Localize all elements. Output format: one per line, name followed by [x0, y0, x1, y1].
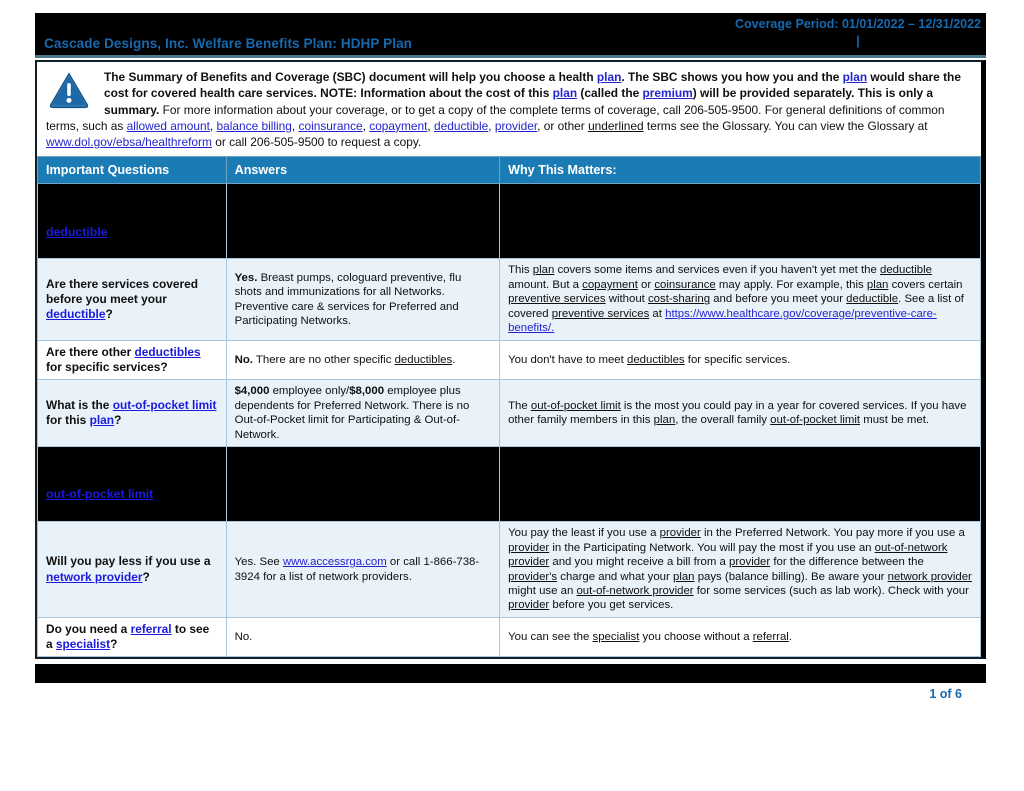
why-cell	[500, 184, 981, 259]
text-run: No.	[234, 353, 253, 366]
answers-cell-content	[235, 353, 491, 367]
table-row	[38, 259, 981, 340]
table-header	[38, 157, 981, 184]
text-run: out-of-pocket limit	[770, 414, 861, 427]
text-run: provider's	[508, 570, 558, 583]
question-cell	[38, 617, 227, 656]
text-run: and you might receive a bill from a	[549, 556, 730, 569]
text-run: covers certain	[888, 278, 963, 291]
column-header-why-this-matters: Why This Matters:	[500, 157, 981, 184]
text-run: specialist	[592, 630, 640, 643]
plan-title: Cascade Designs, Inc. Welfare Benefits Plan: HDHP Plan	[44, 36, 413, 51]
term-link[interactable]: balance billing	[216, 118, 292, 133]
question-cell-content	[46, 225, 218, 241]
text-run: preventive services	[508, 293, 606, 306]
question-cell-content	[46, 487, 218, 503]
text-run: might use an	[508, 585, 577, 597]
text-run: The	[508, 399, 531, 412]
table-row	[38, 522, 981, 618]
question-cell-content	[46, 398, 218, 428]
text-run: for this	[46, 413, 90, 428]
term-link[interactable]: out-of-pocket limit	[46, 487, 154, 502]
answers-cell	[226, 522, 499, 618]
table-row	[38, 447, 981, 522]
question-cell	[38, 380, 227, 447]
text-run: You pay the least if you use a	[508, 527, 660, 540]
term-link[interactable]: provider	[494, 118, 538, 133]
text-run: in the Participating Network. You will pay the most if you use an	[549, 541, 875, 554]
why-cell	[500, 380, 981, 447]
text-run: deductibles	[626, 353, 685, 366]
term-link[interactable]: copayment	[369, 118, 428, 133]
text-run: amount. But a	[508, 278, 583, 291]
answers-cell	[226, 259, 499, 340]
text-run: , the overall family	[675, 414, 771, 427]
term-link[interactable]: allowed amount	[126, 118, 210, 133]
text-run: must be met.	[860, 414, 930, 427]
text-run: . The SBC shows you how you and the	[621, 70, 843, 84]
term-link[interactable]: plan	[552, 86, 578, 101]
answers-cell-content	[235, 630, 491, 644]
text-run: This is only a summary.	[104, 86, 934, 117]
term-link[interactable]: plan	[596, 70, 622, 84]
text-run: or call 206-505-9500 to request a copy.	[211, 135, 422, 150]
question-cell	[38, 184, 227, 259]
text-run: for specific services.	[684, 353, 791, 366]
text-run: Will you pay less if you use a	[46, 554, 211, 569]
answers-cell-content	[235, 271, 491, 329]
text-run: .	[788, 630, 792, 643]
text-run: at	[649, 307, 666, 320]
text-run: ,	[427, 118, 435, 133]
why-cell	[500, 340, 981, 379]
intro-text	[46, 70, 961, 149]
text-run: cost-sharing	[647, 293, 711, 306]
footer-bar	[35, 664, 986, 683]
term-link[interactable]: referral	[130, 621, 172, 636]
text-run: in the Preferred Network. You pay more if you use a	[700, 527, 965, 540]
text-run: ,	[291, 118, 299, 133]
term-link[interactable]: network provider	[46, 569, 143, 584]
term-link[interactable]: deductibles	[134, 344, 201, 359]
text-run: covers some items and services even if you haven't yet met the	[554, 264, 880, 277]
coverage-period-label: Coverage Period: 01/01/2022 – 12/31/2022	[735, 17, 981, 31]
text-run: This	[508, 264, 533, 277]
why-cell-content	[508, 263, 972, 335]
text-run: and before you meet your	[710, 293, 847, 306]
question-cell	[38, 340, 227, 379]
text-run: ?	[110, 637, 118, 652]
text-run: ,	[209, 118, 217, 133]
text-run: employee only/	[269, 385, 350, 398]
text-run: Do you need a	[46, 621, 131, 636]
term-link[interactable]: plan	[89, 413, 115, 428]
text-run: $4,000	[234, 385, 270, 398]
text-run: deductible	[880, 264, 932, 277]
text-run: terms see the Glossary. You can view the Glossary at	[643, 118, 928, 133]
text-run: ?	[105, 307, 113, 322]
why-cell	[500, 617, 981, 656]
table-row	[38, 340, 981, 379]
text-run: .	[452, 353, 456, 366]
text-run: What is the	[46, 397, 113, 412]
text-run: for specific services?	[46, 360, 168, 375]
term-link[interactable]: plan	[842, 70, 868, 84]
text-run: you choose without a	[639, 630, 753, 643]
why-cell-content	[508, 526, 972, 613]
table-row	[38, 380, 981, 447]
term-link[interactable]: www.accessrga.com	[282, 556, 387, 569]
coverage-separator: |	[856, 33, 860, 48]
text-run: Yes. See	[234, 556, 283, 569]
text-run: For more information about your coverage, or to get a copy of the complete terms of coverage, call 206-505-9500. For general definitions of common terms, such as	[46, 102, 945, 133]
text-run: or call 1-866-738-3924 for a list of network providers.	[234, 556, 480, 583]
text-run: preventive services	[551, 307, 650, 320]
why-cell-content	[508, 399, 972, 428]
text-run: would share the cost for covered health care services. NOTE: Information about the cost of this	[104, 70, 961, 101]
document-header	[35, 13, 986, 58]
text-run: network provider	[887, 570, 972, 583]
text-run: ?	[142, 569, 150, 584]
text-run: , or other	[537, 118, 589, 133]
warning-icon	[49, 72, 89, 109]
why-cell-content	[508, 353, 972, 367]
table-body	[38, 184, 981, 657]
coverage-period	[735, 16, 981, 50]
table-header-row	[38, 157, 981, 184]
text-run: coinsurance	[654, 278, 716, 291]
text-run: provider	[729, 556, 771, 569]
text-run: may apply. For example, this	[715, 278, 867, 291]
text-run: underlined	[588, 118, 644, 133]
column-header-answers: Answers	[226, 157, 499, 184]
question-cell-content	[46, 277, 218, 322]
text-run: (called the	[577, 86, 643, 101]
text-run: or	[637, 278, 655, 291]
text-run: ,	[362, 118, 370, 133]
text-run: employee plus dependents for Preferred Network. There is no Out-of-Pocket limit for Participating & Out-of-Network.	[234, 385, 470, 441]
text-run: before you get services.	[549, 599, 674, 612]
text-run: The Summary of Benefits and Coverage (SBC) document will help you choose a health	[104, 70, 597, 84]
why-cell	[500, 259, 981, 340]
text-run: to see a	[46, 621, 210, 652]
answers-cell	[226, 380, 499, 447]
term-link[interactable]: premium	[642, 86, 693, 101]
term-link[interactable]: out-of-pocket limit	[112, 397, 217, 412]
text-run: out-of-network provider	[508, 541, 948, 569]
important-questions-table	[37, 156, 981, 657]
text-run: referral	[752, 630, 789, 643]
page-number: 1 of 6	[929, 687, 962, 702]
document	[35, 13, 986, 701]
term-link[interactable]: coinsurance	[298, 118, 363, 133]
table-row	[38, 184, 981, 259]
term-link[interactable]: deductible	[46, 307, 106, 322]
text-run: No.	[234, 630, 253, 643]
question-cell	[38, 259, 227, 340]
answers-cell-content	[235, 555, 491, 584]
term-link[interactable]: deductible	[434, 118, 489, 133]
text-run: plan	[653, 414, 676, 427]
text-run: provider	[508, 541, 550, 554]
table-row	[38, 617, 981, 656]
question-cell-content	[46, 622, 218, 652]
text-run: deductible	[846, 293, 899, 306]
column-header-important-questions: Important Questions	[38, 157, 227, 184]
document-body	[35, 60, 986, 659]
term-link[interactable]: specialist	[55, 637, 111, 652]
text-run: plan	[866, 278, 889, 291]
text-run: Are there services covered before you meet your	[46, 277, 199, 307]
text-run: pays (balance billing). Be aware your	[694, 570, 888, 583]
text-run: for the difference between the	[770, 556, 924, 569]
text-run: out-of-network provider	[576, 585, 694, 597]
text-run: There are no other specific	[252, 353, 395, 366]
text-run: ) will be provided separately.	[692, 86, 858, 101]
text-run: plan	[532, 264, 555, 277]
answers-cell-content	[235, 384, 491, 442]
answers-cell	[226, 447, 499, 522]
term-link[interactable]: www.dol.gov/ebsa/healthreform	[46, 135, 212, 150]
answers-cell	[226, 340, 499, 379]
text-run: $8,000	[349, 385, 385, 398]
why-cell	[500, 522, 981, 618]
term-link[interactable]: deductible	[46, 224, 108, 239]
question-cell	[38, 522, 227, 618]
text-run: Breast pumps, cologuard preventive, flu shots and immunizations for all Networks. Preventive care & services for Preferred and Participating Networks.	[234, 271, 462, 328]
text-run: deductibles	[394, 353, 453, 366]
text-run: ?	[114, 413, 122, 428]
question-cell-content	[46, 554, 218, 584]
term-link[interactable]: https://www.healthcare.gov/coverage/preventive-care-benefits/.	[508, 307, 937, 335]
text-run: You can see the	[508, 630, 593, 643]
text-run: Are there other	[46, 344, 135, 359]
question-cell	[38, 447, 227, 522]
text-run: copayment	[582, 278, 638, 291]
why-cell	[500, 447, 981, 522]
answers-cell	[226, 184, 499, 259]
text-run: provider	[508, 599, 550, 612]
text-run: . See a list of covered	[508, 293, 964, 320]
text-run: ,	[488, 118, 495, 133]
why-cell-content	[508, 630, 972, 644]
text-run: Yes.	[234, 271, 258, 284]
text-run: You don't have to meet	[508, 353, 627, 366]
intro-section	[37, 62, 981, 156]
text-run: for some services (such as lab work). Check with your	[693, 585, 969, 597]
text-run: charge and what your	[557, 570, 673, 583]
text-run: without	[605, 293, 648, 306]
answers-cell	[226, 617, 499, 656]
text-run: out-of-pocket limit	[530, 399, 621, 412]
text-run: is the most you could pay in a year for covered services. If you have other family members in this	[508, 399, 967, 427]
question-cell-content	[46, 345, 218, 375]
text-run: provider	[659, 527, 701, 540]
text-run: plan	[672, 570, 695, 583]
